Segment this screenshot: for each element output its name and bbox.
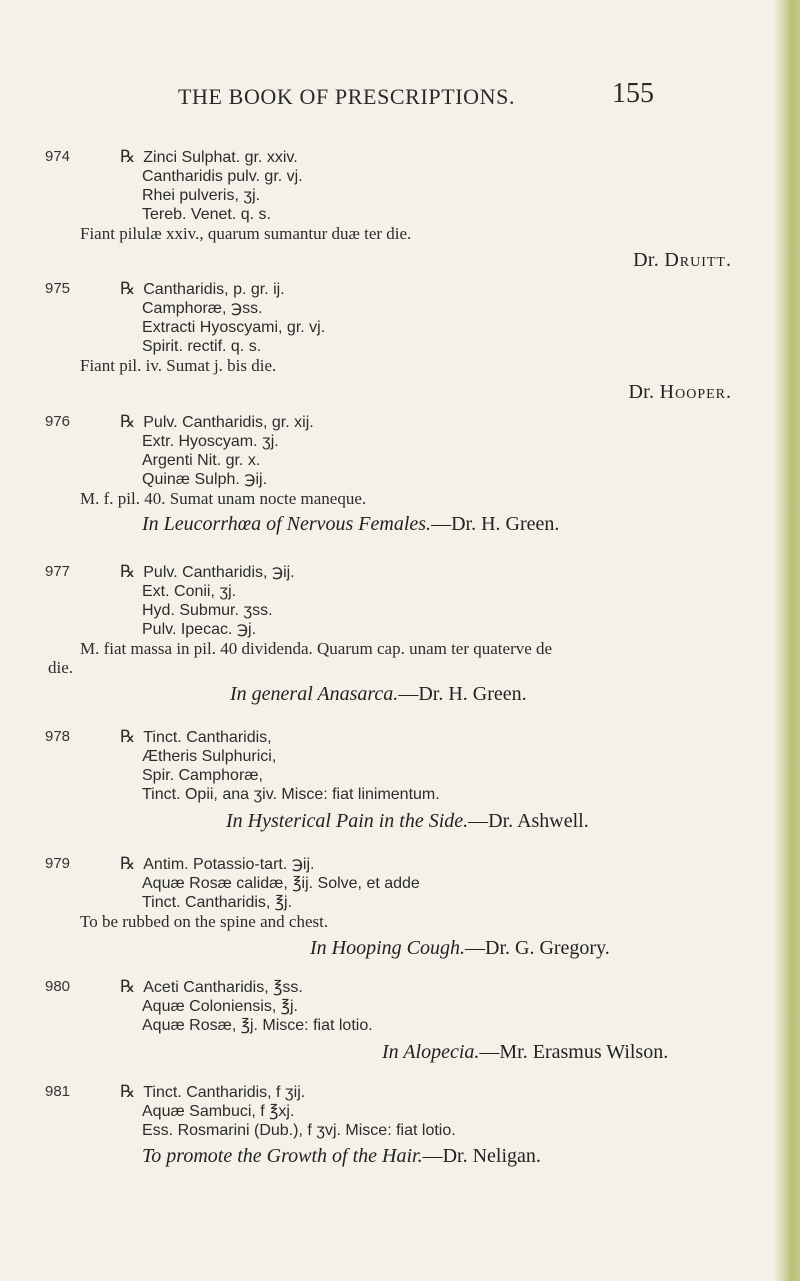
prescription-number: 981 xyxy=(45,1083,71,1100)
ingredient-line: Tinct. Cantharidis, xyxy=(143,729,272,746)
ingredient-line: Spir. Camphoræ, xyxy=(142,767,263,784)
indication-heading: In Alopecia.—Mr. Erasmus Wilson. xyxy=(382,1041,669,1063)
ingredient-line: Argenti Nit. gr. x. xyxy=(142,452,261,469)
rx-icon: ℞ xyxy=(120,412,136,432)
ingredient-line: Hyd. Submur. ʒss. xyxy=(142,602,273,619)
ingredient-line: Pulv. Ipecac. ℈j. xyxy=(142,621,257,638)
direction-line: M. fiat massa in pil. 40 dividenda. Quarum cap. unam ter quaterve de xyxy=(80,639,553,658)
ingredient-line: Tinct. Cantharidis, f ʒij. xyxy=(143,1084,306,1101)
ingredient-line: Antim. Potassio-tart. ℈ij. xyxy=(143,856,315,873)
ingredient-line: Zinci Sulphat. gr. xxiv. xyxy=(143,149,298,166)
indication-heading: To promote the Growth of the Hair.—Dr. Neligan. xyxy=(142,1145,541,1167)
ingredient-line: Tereb. Venet. q. s. xyxy=(142,206,271,223)
rx-icon: ℞ xyxy=(120,147,136,167)
page-number: 155 xyxy=(612,78,654,109)
prescription-number: 977 xyxy=(45,563,71,580)
prescription-number: 979 xyxy=(45,855,71,872)
prescription-number: 975 xyxy=(45,280,71,297)
page-header xyxy=(0,78,800,118)
ingredient-line: Aquæ Coloniensis, ℥j. xyxy=(142,998,298,1015)
direction-line: Fiant pil. iv. Sumat j. bis die. xyxy=(80,356,277,375)
author-credit: Dr. Hooper. xyxy=(628,381,732,403)
ingredient-line: Aceti Cantharidis, ℥ss. xyxy=(143,979,303,996)
ingredient-line: Pulv. Cantharidis, gr. xij. xyxy=(143,414,314,431)
ingredient-line: Aquæ Sambuci, f ℥xj. xyxy=(142,1103,295,1120)
prescription-number: 980 xyxy=(45,978,71,995)
prescription-number: 978 xyxy=(45,728,71,745)
ingredient-line: Cantharidis pulv. gr. vj. xyxy=(142,168,303,185)
ingredient-line: Tinct. Cantharidis, ℥j. xyxy=(142,894,293,911)
indication-heading: In Hysterical Pain in the Side.—Dr. Ashwell. xyxy=(226,810,589,832)
prescription-number: 976 xyxy=(45,413,71,430)
ingredient-line: Cantharidis, p. gr. ij. xyxy=(143,281,285,298)
ingredient-line: Ext. Conii, ʒj. xyxy=(142,583,237,600)
ingredient-line: Extr. Hyoscyam. ʒj. xyxy=(142,433,279,450)
ingredient-line: Tinct. Opii, ana ʒiv. Misce: fiat linimentum. xyxy=(142,786,440,803)
author-credit: Dr. Druitt. xyxy=(633,249,732,271)
ingredient-line: Aquæ Rosæ calidæ, ℥ij. Solve, et adde xyxy=(142,875,420,892)
ingredient-line: Camphoræ, ℈ss. xyxy=(142,300,263,317)
ingredient-line: Extracti Hyoscyami, gr. vj. xyxy=(142,319,326,336)
rx-icon: ℞ xyxy=(120,977,136,997)
ingredient-line: Pulv. Cantharidis, ℈ij. xyxy=(143,564,295,581)
indication-heading: In Hooping Cough.—Dr. G. Gregory. xyxy=(310,937,610,959)
direction-line: M. f. pil. 40. Sumat unam nocte maneque. xyxy=(80,489,367,508)
direction-line: To be rubbed on the spine and chest. xyxy=(80,912,329,931)
ingredient-line: Aquæ Rosæ, ℥j. Misce: fiat lotio. xyxy=(142,1017,373,1034)
running-title: THE BOOK OF PRESCRIPTIONS. xyxy=(178,84,516,109)
page-edge xyxy=(774,0,800,1281)
ingredient-line: Rhei pulveris, ʒj. xyxy=(142,187,261,204)
direction-line: die. xyxy=(48,658,74,677)
rx-icon: ℞ xyxy=(120,279,136,299)
ingredient-line: Ætheris Sulphurici, xyxy=(142,748,277,765)
prescription-number: 974 xyxy=(45,148,71,165)
rx-icon: ℞ xyxy=(120,1082,136,1102)
indication-heading: In Leucorrhœa of Nervous Females.—Dr. H. Green. xyxy=(142,513,560,535)
rx-icon: ℞ xyxy=(120,854,136,874)
ingredient-line: Ess. Rosmarini (Dub.), f ʒvj. Misce: fiat lotio. xyxy=(142,1122,456,1139)
ingredient-line: Quinæ Sulph. ℈ij. xyxy=(142,471,268,488)
ingredient-line: Spirit. rectif. q. s. xyxy=(142,338,262,355)
rx-icon: ℞ xyxy=(120,727,136,747)
direction-line: Fiant pilulæ xxiv., quarum sumantur duæ ter die. xyxy=(80,224,412,243)
indication-heading: In general Anasarca.—Dr. H. Green. xyxy=(230,683,527,705)
rx-icon: ℞ xyxy=(120,562,136,582)
